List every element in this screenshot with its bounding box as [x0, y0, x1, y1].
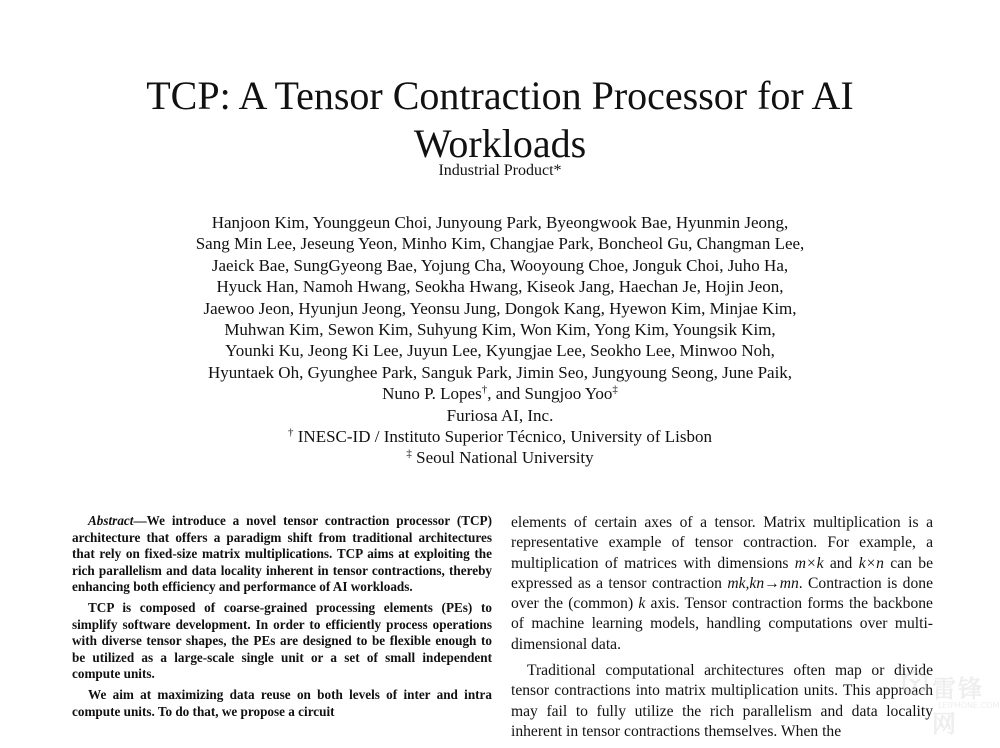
- affiliation-main: Furiosa AI, Inc.: [446, 405, 554, 425]
- paper-subtitle: Industrial Product*: [438, 162, 562, 179]
- abstract-paragraph: TCP is composed of coarse-grained processing elements (PEs) to simplify software development. In order to efficiently process operations with diverse tensor shapes, the PEs are designed to be flexible enough to be utilized as a large-scale single unit or a set of small independent compute units.: [72, 599, 492, 682]
- affiliation-text: Seoul National University: [411, 448, 594, 468]
- abstract-paragraph: [72, 513, 492, 596]
- abstract-label: Abstract: [88, 513, 134, 528]
- body-column: [511, 513, 933, 748]
- brand-logo-icon: [902, 669, 928, 697]
- author-name: , and Sungjoo Yoo: [487, 384, 613, 404]
- affiliation-text: INESC-ID / Instituto Superior Técnico, University of Lisbon: [293, 427, 712, 447]
- math-expression: k: [638, 595, 646, 613]
- affiliation-inesc: [100, 426, 900, 447]
- author-block: [100, 212, 900, 469]
- author-line: Sang Min Lee, Jeseung Yeon, Minho Kim, Changjae Park, Boncheol Gu, Changman Lee,: [195, 234, 805, 254]
- abstract-text: —We introduce a novel tensor contraction processor (TCP) architecture that offers a paradigm shift from traditional architectures that rely on fixed-size matrix multiplications. TCP aims at exploiting the rich parallelism and data locality inherent in tensor contractions, thereby enhancing both efficiency and performance of AI workloads.: [72, 513, 492, 595]
- body-text: can be expressed as a tensor contraction: [511, 554, 933, 592]
- math-expression: k×n: [858, 554, 884, 572]
- abstract-paragraph: We aim at maximizing data reuse on both levels of inter and intra compute units. To do that, we propose a circuit: [72, 686, 492, 719]
- author-line: Jaeick Bae, SungGyeong Bae, Yojung Cha, Wooyoung Choe, Jonguk Choi, Juho Ha,: [211, 255, 789, 275]
- body-text: elements of certain axes of a tensor. Matrix multiplication is a representative example of tensor contraction. For example, a multiplication of matrices with dimensions: [511, 514, 933, 572]
- math-expression: mk,kn→mn: [727, 574, 799, 592]
- math-expression: m×k: [794, 554, 824, 572]
- watermark-subtext: LEIPHONE.COM: [938, 701, 1000, 710]
- body-text: axis. Tensor contraction forms the backbone of machine learning models, handling computations over multi-dimensional data.: [511, 595, 933, 653]
- dagger-mark: †: [288, 426, 294, 439]
- dagger-mark: †: [481, 383, 488, 396]
- author-line: Muhwan Kim, Sewon Kim, Suhyung Kim, Won Kim, Yong Kim, Youngsik Kim,: [224, 320, 776, 340]
- author-line: Younki Ku, Jeong Ki Lee, Juyun Lee, Kyungjae Lee, Seokho Lee, Minwoo Noh,: [225, 341, 775, 361]
- author-line: Hyuntaek Oh, Gyunghee Park, Sanguk Park, Jimin Seo, Jungyoung Seong, June Paik,: [207, 362, 793, 382]
- watermark-text: 雷锋网: [932, 675, 984, 738]
- double-dagger-mark: ‡: [406, 447, 412, 460]
- author-line-last: [100, 383, 900, 404]
- paper-title: TCP: A Tensor Contraction Processor for AI Workloads: [146, 73, 854, 166]
- affiliation-snu: [100, 447, 900, 468]
- abstract-column: [72, 513, 492, 724]
- author-name: Nuno P. Lopes: [382, 384, 482, 404]
- body-paragraph: Traditional computational architectures often map or divide tensor contractions into matrix multiplication units. This approach may fail to fully utilize the rich parallelism and data locality inherent in tensor contractions themselves. When the: [511, 662, 933, 740]
- body-text: and: [823, 554, 859, 572]
- author-line: Hyuck Han, Namoh Hwang, Seokha Hwang, Kiseok Jang, Haechan Je, Hojin Jeon,: [216, 277, 784, 297]
- body-text: . Contraction is done over the (common): [511, 574, 933, 613]
- author-line: Hanjoon Kim, Younggeun Choi, Junyoung Park, Byeongwook Bae, Hyunmin Jeong,: [211, 213, 789, 232]
- author-line: Jaewoo Jeon, Hyunjun Jeong, Yeonsu Jung, Dongok Kang, Hyewon Kim, Minjae Kim,: [203, 298, 797, 318]
- body-paragraph: [511, 513, 933, 655]
- watermark: [902, 665, 1000, 738]
- double-dagger-mark: ‡: [612, 383, 618, 396]
